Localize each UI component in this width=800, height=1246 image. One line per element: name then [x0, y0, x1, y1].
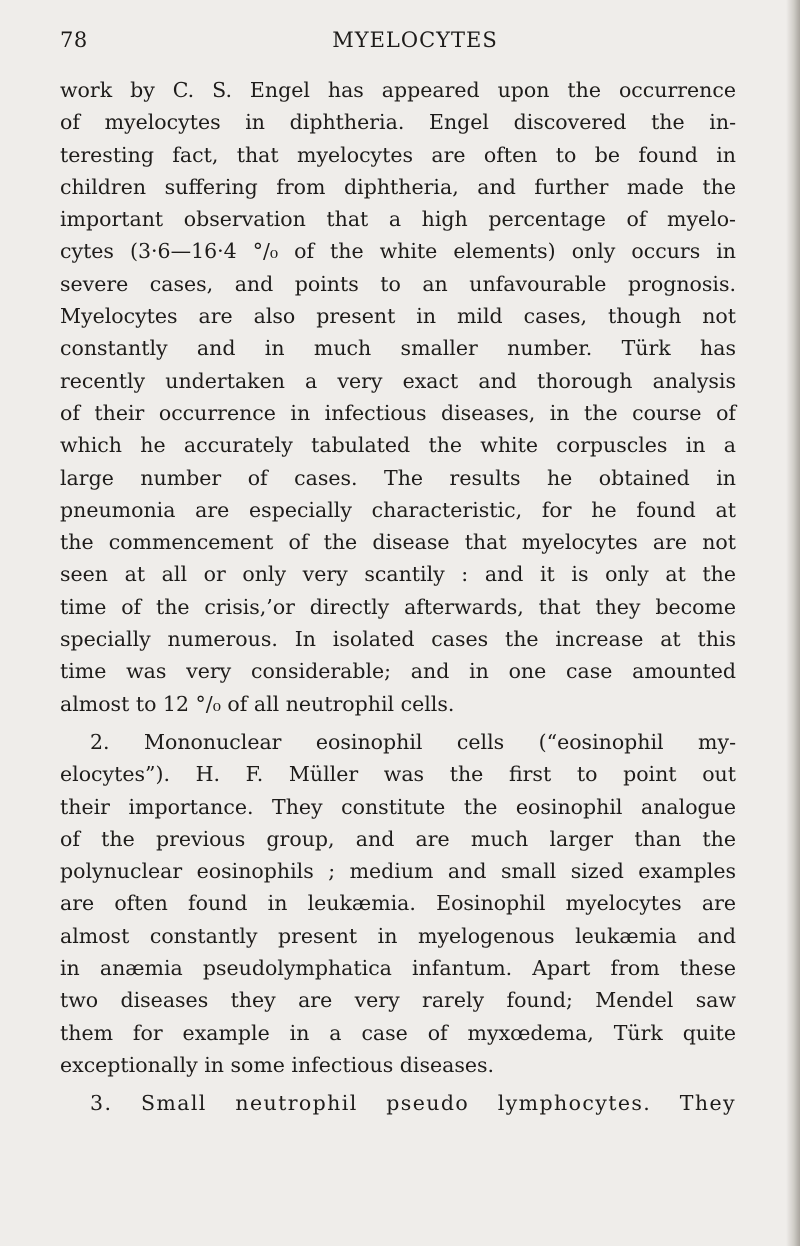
text-line: exceptionally in some infectious diseases. [60, 1052, 495, 1077]
running-title: MYELOCYTES [332, 28, 498, 52]
text-line: of myelocytes in diphtheria. Engel discovered the in- [60, 110, 736, 135]
text-line: in anæmia pseudolymphatica infantum. Apart from these [60, 956, 736, 981]
text-line: time of the crisis,’or directly afterwards, that they become [60, 594, 736, 619]
page-edge-shadow [786, 0, 800, 1246]
text-line: cytes (3·6—16·4 °/₀ of the white elements) only occurs in [60, 239, 736, 264]
text-line: specially numerous. In isolated cases the increase at this [60, 627, 736, 652]
text-line: almost to 12 °/₀ of all neutrophil cells. [60, 691, 455, 716]
text-line: elocytes”). H. F. Müller was the first to point out [60, 762, 736, 787]
running-head [60, 22, 740, 58]
paragraph-1 [60, 74, 736, 720]
text-line: of their occurrence in infectious diseases, in the course of [60, 400, 736, 425]
text-line: two diseases they are very rarely found; Mendel saw [60, 988, 736, 1013]
text-line: polynuclear eosinophils ; medium and small sized examples [60, 859, 736, 884]
text-line: of the previous group, and are much larger than the [60, 826, 736, 851]
text-line: teresting fact, that myelocytes are often to be found in [60, 142, 736, 167]
text-line: 3. Small neutrophil pseudo lymphocytes. They [90, 1091, 736, 1116]
paragraph-3 [60, 1087, 736, 1119]
paragraph-2 [60, 726, 736, 1081]
text-line: large number of cases. The results he obtained in [60, 465, 736, 490]
text-line: Myelocytes are also present in mild cases, though not [60, 304, 736, 329]
text-line: pneumonia are especially characteristic, for he found at [60, 497, 736, 522]
text-line: important observation that a high percentage of myelo- [60, 207, 736, 232]
text-line: their importance. They constitute the eosinophil analogue [60, 794, 736, 819]
text-line: recently undertaken a very exact and thorough analysis [60, 368, 736, 393]
text-line: which he accurately tabulated the white corpuscles in a [60, 433, 736, 458]
text-line: 2. Mononuclear eosinophil cells (“eosinophil my- [90, 729, 736, 754]
body-text [60, 74, 736, 1120]
text-line: severe cases, and points to an unfavourable prognosis. [60, 271, 736, 296]
text-line: are often found in leukæmia. Eosinophil myelocytes are [60, 891, 736, 916]
text-line: work by C. S. Engel has appeared upon the occurrence [60, 78, 736, 102]
text-line: them for example in a case of myxœdema, Türk quite [60, 1020, 736, 1045]
text-line: the commencement of the disease that myelocytes are not [60, 530, 736, 555]
text-line: almost constantly present in myelogenous leukæmia and [60, 923, 736, 948]
text-line: seen at all or only very scantily : and it is only at the [60, 562, 736, 587]
text-line: time was very considerable; and in one case amounted [60, 659, 736, 684]
page-number: 78 [60, 28, 88, 52]
text-line: constantly and in much smaller number. Türk has [60, 336, 736, 361]
text-line: children suffering from diphtheria, and further made the [60, 174, 736, 199]
